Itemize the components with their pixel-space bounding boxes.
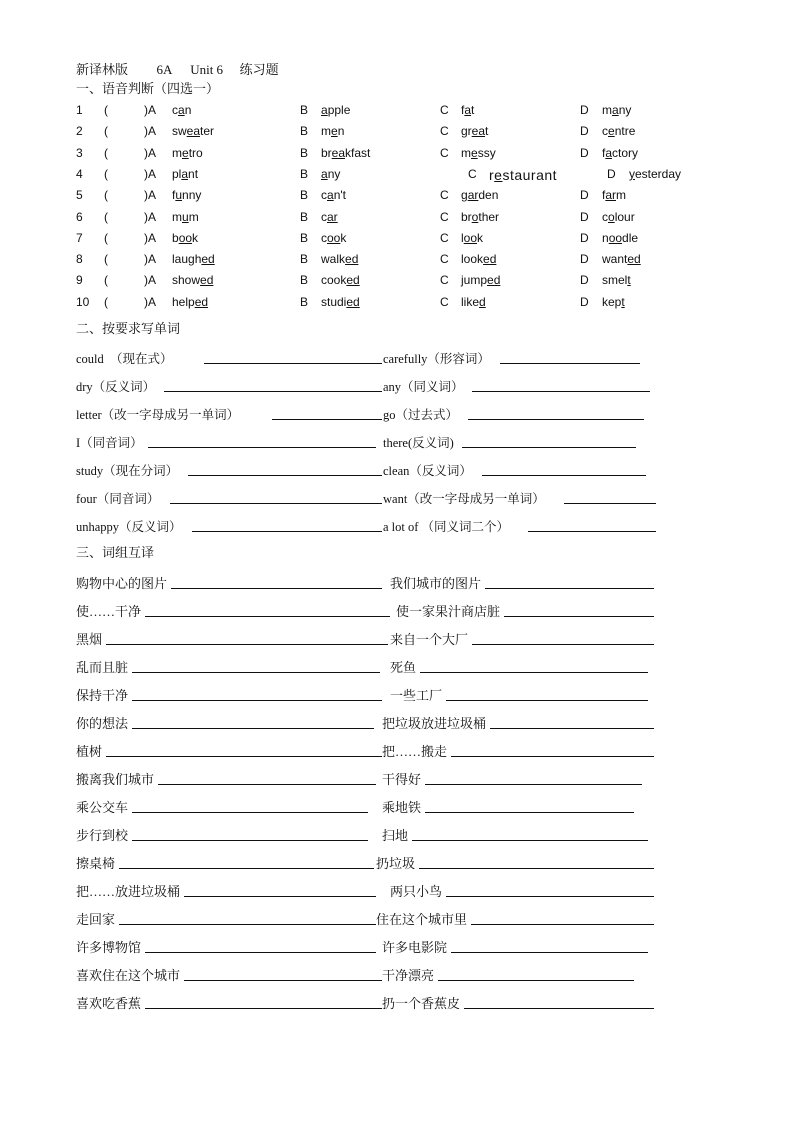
- answer-line-right[interactable]: [451, 952, 648, 953]
- answer-line-right[interactable]: [446, 700, 648, 701]
- question-row: [76, 124, 716, 144]
- answer-line-right[interactable]: [438, 980, 634, 981]
- question-number: 6: [76, 209, 83, 224]
- prompt-left: study（现在分词）: [76, 464, 179, 478]
- question-number: 10: [76, 294, 90, 309]
- phrase-left: 走回家: [76, 912, 116, 927]
- phrase-right: 把垃圾放进垃圾桶: [382, 716, 487, 731]
- question-row: [76, 103, 716, 123]
- option-c-label: C: [440, 294, 449, 309]
- translate-row: [76, 937, 656, 955]
- prompt-right: want（改一字母成另一单词）: [383, 492, 545, 506]
- phrase-right: 使一家果汁商店脏: [396, 604, 501, 619]
- translate-row: [76, 741, 656, 759]
- fill-row: [76, 461, 656, 479]
- phrase-left: 购物中心的图片: [76, 576, 168, 591]
- option-a-label: )A: [144, 273, 156, 288]
- prompt-left: letter（改一字母成另一单词）: [76, 408, 240, 422]
- option-a-word: funny: [172, 188, 202, 203]
- option-d-word: yesterday: [629, 166, 682, 181]
- option-c-word: jumped: [461, 273, 501, 288]
- option-c-label: C: [440, 103, 449, 117]
- phrase-left: 使……干净: [76, 604, 142, 619]
- answer-blank[interactable]: (: [104, 294, 108, 309]
- option-d-label: D: [580, 294, 589, 309]
- fill-row: [76, 405, 656, 423]
- fill-row: [76, 349, 656, 367]
- phrase-left: 乘公交车: [76, 800, 129, 815]
- answer-line-right[interactable]: [412, 840, 648, 841]
- answer-line-left[interactable]: [119, 868, 374, 869]
- prompt-left: dry（反义词）: [76, 380, 156, 394]
- option-a-word: helped: [172, 294, 209, 309]
- question-row: [76, 295, 716, 315]
- option-d-word: centre: [602, 124, 636, 139]
- prompt-right: any（同义词）: [383, 380, 464, 394]
- question-row: [76, 231, 716, 251]
- phrase-left: 喜欢吃香蕉: [76, 996, 142, 1011]
- option-b-word: cook: [321, 230, 347, 245]
- phrase-left: 擦桌椅: [76, 856, 116, 871]
- option-c-word: liked: [461, 294, 486, 309]
- answer-line-left[interactable]: [184, 896, 376, 897]
- answer-line-left[interactable]: [106, 644, 388, 645]
- answer-line-left[interactable]: [170, 503, 382, 504]
- phrase-left: 黑烟: [76, 632, 103, 647]
- answer-blank[interactable]: (: [104, 188, 108, 203]
- question-row: [76, 252, 716, 272]
- option-b-word: cooked: [321, 273, 360, 288]
- answer-line-left[interactable]: [204, 363, 382, 364]
- answer-line-right[interactable]: [504, 616, 654, 617]
- translate-row: [76, 769, 656, 787]
- worksheet-header: [76, 62, 279, 78]
- answer-line-right[interactable]: [482, 475, 646, 476]
- option-b-label: B: [300, 252, 309, 267]
- phrase-left: 许多博物馆: [76, 940, 142, 955]
- question-row: [76, 273, 716, 293]
- phrase-right: 一些工厂: [390, 688, 443, 703]
- option-d-word: colour: [602, 209, 635, 224]
- answer-line-left[interactable]: [106, 756, 382, 757]
- option-a-word: can: [172, 103, 192, 117]
- question-row: [76, 167, 716, 187]
- option-a-label: )A: [144, 103, 156, 117]
- prompt-right: a lot of （同义词二个）: [383, 520, 510, 534]
- phrase-left: 保持干净: [76, 688, 129, 703]
- option-c-label: C: [440, 273, 449, 288]
- option-a-label: )A: [144, 230, 156, 245]
- option-c-word: look: [461, 230, 484, 245]
- question-number: 9: [76, 273, 83, 288]
- option-d-label: D: [580, 273, 589, 288]
- answer-line-right[interactable]: [420, 672, 648, 673]
- option-d-label: D: [580, 145, 589, 160]
- option-d-word: kept: [602, 294, 625, 309]
- option-d-word: noodle: [602, 230, 639, 245]
- option-d-label: D: [580, 230, 589, 245]
- option-a-label: )A: [144, 145, 156, 160]
- answer-line-left[interactable]: [145, 1008, 382, 1009]
- option-c-label: C: [440, 252, 449, 267]
- phrase-right: 扔一个香蕉皮: [382, 996, 461, 1011]
- phrase-right: 把……搬走: [382, 744, 448, 759]
- option-b-label: B: [300, 124, 309, 139]
- option-b-label: B: [300, 294, 309, 309]
- answer-line-left[interactable]: [145, 952, 376, 953]
- answer-line-left[interactable]: [148, 447, 376, 448]
- question-number: 7: [76, 230, 83, 245]
- answer-line-left[interactable]: [145, 616, 390, 617]
- answer-blank[interactable]: (: [104, 166, 108, 181]
- option-b-label: B: [300, 230, 309, 245]
- answer-line-right[interactable]: [446, 896, 654, 897]
- prompt-right: clean（反义词）: [383, 464, 472, 478]
- answer-line-left[interactable]: [272, 419, 382, 420]
- translate-row: [76, 881, 656, 899]
- option-b-word: can't: [321, 188, 346, 203]
- prompt-left: unhappy（反义词）: [76, 520, 182, 534]
- option-d-label: D: [580, 188, 589, 203]
- option-c-word: messy: [461, 145, 496, 160]
- answer-line-left[interactable]: [132, 840, 368, 841]
- translate-row: [76, 713, 656, 731]
- option-b-word: studied: [321, 294, 360, 309]
- section3-title: 三、词组互译: [76, 545, 155, 560]
- answer-line-right[interactable]: [451, 756, 654, 757]
- section2-title: 二、按要求写单词: [76, 321, 181, 336]
- phrase-right: 扫地: [382, 828, 409, 843]
- phrase-right: 干得好: [382, 772, 422, 787]
- answer-line-right[interactable]: [464, 1008, 654, 1009]
- option-b-label: B: [300, 273, 309, 288]
- header-title: 新译林版: [76, 62, 129, 77]
- option-d-word: farm: [602, 188, 627, 203]
- phrase-right: 扔垃圾: [376, 856, 416, 871]
- option-b-word: breakfast: [321, 145, 371, 160]
- option-b-word: any: [321, 166, 341, 181]
- answer-line-right[interactable]: [500, 363, 640, 364]
- option-a-word: metro: [172, 145, 203, 160]
- answer-line-right[interactable]: [471, 924, 654, 925]
- prompt-left: could （现在式）: [76, 352, 173, 366]
- translate-row: [76, 601, 656, 619]
- option-c-label: C: [440, 188, 449, 203]
- phrase-left: 搬离我们城市: [76, 772, 155, 787]
- option-d-label: D: [580, 103, 589, 117]
- phrase-right: 住在这个城市里: [376, 912, 468, 927]
- option-b-label: B: [300, 188, 309, 203]
- phrase-right: 乘地铁: [382, 800, 422, 815]
- answer-blank[interactable]: (: [104, 273, 108, 288]
- question-number: 3: [76, 145, 83, 160]
- option-c-word: great: [461, 124, 489, 139]
- answer-line-right[interactable]: [485, 588, 654, 589]
- option-d-label: D: [607, 166, 616, 181]
- answer-blank[interactable]: (: [104, 230, 108, 245]
- option-c-word: brother: [461, 209, 500, 224]
- option-c-word: fat: [461, 103, 475, 117]
- option-d-word: factory: [602, 145, 639, 160]
- translate-row: [76, 993, 656, 1011]
- question-row: [76, 188, 716, 208]
- option-a-word: laughed: [172, 252, 215, 267]
- prompt-left: I（同音词）: [76, 436, 143, 450]
- answer-line-left[interactable]: [132, 812, 368, 813]
- option-d-word: smelt: [602, 273, 631, 288]
- answer-blank[interactable]: (: [104, 252, 108, 267]
- translate-row: [76, 825, 656, 843]
- phrase-left: 乱而且脏: [76, 660, 129, 675]
- answer-line-left[interactable]: [184, 980, 382, 981]
- option-c-label: C: [440, 230, 449, 245]
- question-number: 8: [76, 252, 83, 267]
- translate-row: [76, 629, 656, 647]
- prompt-right: go（过去式）: [383, 408, 459, 422]
- phrase-left: 植树: [76, 744, 103, 759]
- prompt-right: carefully（形容词）: [383, 352, 490, 366]
- option-c-word: restaurant: [489, 166, 558, 183]
- prompt-left: four（同音词）: [76, 492, 160, 506]
- option-c-label: C: [440, 124, 449, 139]
- option-d-word: wanted: [602, 252, 641, 267]
- translate-row: [76, 573, 656, 591]
- answer-blank[interactable]: (: [104, 209, 108, 224]
- option-a-label: )A: [144, 124, 156, 139]
- question-row: [76, 210, 716, 230]
- answer-line-right[interactable]: [472, 391, 650, 392]
- question-number: 2: [76, 124, 83, 139]
- option-a-label: )A: [144, 294, 156, 309]
- answer-line-left[interactable]: [158, 784, 376, 785]
- option-c-word: looked: [461, 252, 497, 267]
- option-a-word: plant: [172, 166, 199, 181]
- fill-row: [76, 433, 656, 451]
- answer-line-right[interactable]: [528, 531, 656, 532]
- phrase-left: 你的想法: [76, 716, 129, 731]
- option-b-label: B: [300, 209, 309, 224]
- phrase-right: 两只小鸟: [390, 884, 443, 899]
- option-a-word: sweater: [172, 124, 215, 139]
- question-row: [76, 146, 716, 166]
- answer-line-right[interactable]: [564, 503, 656, 504]
- option-d-label: D: [580, 252, 589, 267]
- question-number: 4: [76, 166, 83, 181]
- option-a-label: )A: [144, 209, 156, 224]
- answer-line-right[interactable]: [419, 868, 654, 869]
- option-c-label: C: [468, 166, 477, 181]
- question-number: 5: [76, 188, 83, 203]
- phrase-right: 死鱼: [390, 660, 417, 675]
- phrase-left: 喜欢住在这个城市: [76, 968, 181, 983]
- option-a-label: )A: [144, 188, 156, 203]
- fill-row: [76, 377, 656, 395]
- translate-row: [76, 685, 656, 703]
- answer-line-left[interactable]: [119, 924, 376, 925]
- answer-line-left[interactable]: [192, 531, 382, 532]
- answer-line-left[interactable]: [171, 588, 382, 589]
- translate-row: [76, 657, 656, 675]
- option-d-label: D: [580, 209, 589, 224]
- header-type: 练习题: [239, 62, 279, 77]
- answer-line-left[interactable]: [132, 728, 374, 729]
- option-b-label: B: [300, 103, 309, 117]
- option-c-word: garden: [461, 188, 499, 203]
- option-c-label: C: [440, 145, 449, 160]
- translate-row: [76, 853, 656, 871]
- translate-row: [76, 909, 656, 927]
- translate-row: [76, 797, 656, 815]
- option-b-word: apple: [321, 103, 351, 117]
- answer-line-left[interactable]: [132, 672, 380, 673]
- answer-line-right[interactable]: [468, 419, 644, 420]
- option-b-word: walked: [321, 252, 359, 267]
- translate-row: [76, 965, 656, 983]
- fill-row: [76, 489, 656, 507]
- answer-blank[interactable]: (: [104, 103, 108, 117]
- phrase-right: 来自一个大厂: [390, 632, 469, 647]
- option-b-word: men: [321, 124, 345, 139]
- section1-title: 一、语音判断（四选一）: [76, 81, 220, 96]
- option-a-label: )A: [144, 252, 156, 267]
- answer-line-left[interactable]: [188, 475, 382, 476]
- phrase-left: 步行到校: [76, 828, 129, 843]
- header-unit: Unit 6: [190, 62, 224, 77]
- option-b-word: car: [321, 209, 338, 224]
- option-a-word: showed: [172, 273, 214, 288]
- phrase-right: 干净漂亮: [382, 968, 435, 983]
- header-grade: 6A: [156, 62, 172, 77]
- option-a-word: book: [172, 230, 199, 245]
- answer-line-right[interactable]: [490, 728, 654, 729]
- option-b-label: B: [300, 166, 309, 181]
- phrase-right: 许多电影院: [382, 940, 448, 955]
- answer-line-left[interactable]: [164, 391, 382, 392]
- phrase-left: 把……放进垃圾桶: [76, 884, 181, 899]
- fill-row: [76, 517, 656, 535]
- question-number: 1: [76, 103, 83, 117]
- answer-line-right[interactable]: [462, 447, 636, 448]
- option-a-word: mum: [172, 209, 199, 224]
- answer-blank[interactable]: (: [104, 145, 108, 160]
- prompt-right: there(反义词): [383, 436, 454, 450]
- option-d-label: D: [580, 124, 589, 139]
- option-a-label: )A: [144, 166, 156, 181]
- option-b-label: B: [300, 145, 309, 160]
- answer-blank[interactable]: (: [104, 124, 108, 139]
- answer-line-left[interactable]: [132, 700, 382, 701]
- phrase-right: 我们城市的图片: [390, 576, 482, 591]
- answer-line-right[interactable]: [472, 644, 654, 645]
- answer-line-right[interactable]: [425, 812, 634, 813]
- answer-line-right[interactable]: [425, 784, 642, 785]
- option-d-word: many: [602, 103, 632, 117]
- option-c-label: C: [440, 209, 449, 224]
